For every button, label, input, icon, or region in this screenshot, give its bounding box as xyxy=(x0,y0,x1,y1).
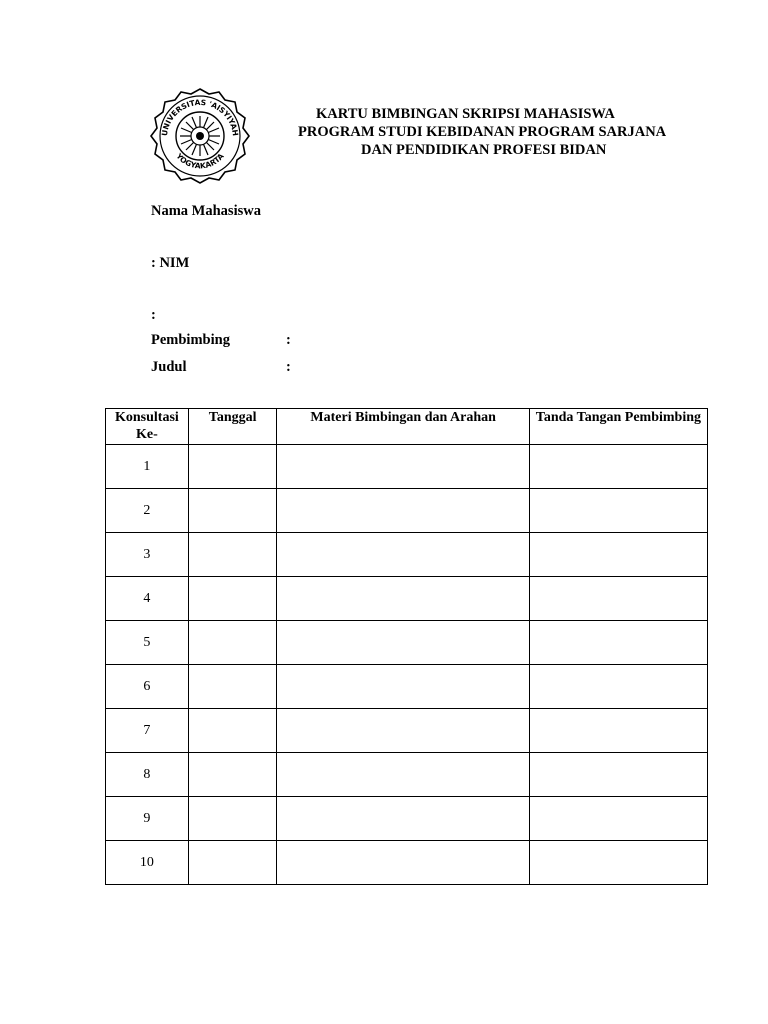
tanggal-cell[interactable] xyxy=(188,753,277,797)
header-tanggal: Tanggal xyxy=(188,409,277,445)
header-konsultasi: Konsultasi Ke- xyxy=(106,409,189,445)
row-number: 5 xyxy=(106,621,189,665)
table-header-row xyxy=(106,409,708,445)
row-number: 3 xyxy=(106,533,189,577)
tanggal-cell[interactable] xyxy=(188,445,277,489)
tanggal-cell[interactable] xyxy=(188,665,277,709)
materi-cell[interactable] xyxy=(277,621,529,665)
signature-cell[interactable] xyxy=(529,841,707,885)
nim-label: : NIM xyxy=(151,255,190,271)
nim-colon: : xyxy=(151,307,156,323)
pembimbing-colon: : xyxy=(286,332,291,348)
signature-cell[interactable] xyxy=(529,753,707,797)
signature-cell[interactable] xyxy=(529,665,707,709)
signature-cell[interactable] xyxy=(529,621,707,665)
judul-label: Judul xyxy=(151,359,187,375)
signature-cell[interactable] xyxy=(529,489,707,533)
materi-cell[interactable] xyxy=(277,489,529,533)
signature-cell[interactable] xyxy=(529,533,707,577)
row-number: 1 xyxy=(106,445,189,489)
logo-top-text: UNIVERSITAS 'AISYIYAH xyxy=(159,97,241,137)
logo-bottom-text: YOGYAKARTA xyxy=(174,151,226,171)
table-row xyxy=(106,577,708,621)
header-tanda-tangan: Tanda Tangan Pembimbing xyxy=(529,409,707,445)
consultation-table xyxy=(105,408,708,885)
signature-cell[interactable] xyxy=(529,797,707,841)
row-number: 8 xyxy=(106,753,189,797)
table-row xyxy=(106,665,708,709)
materi-cell[interactable] xyxy=(277,797,529,841)
table-row xyxy=(106,709,708,753)
table-row xyxy=(106,621,708,665)
document-title-line-2: PROGRAM STUDI KEBIDANAN PROGRAM SARJANA xyxy=(298,124,667,140)
tanggal-cell[interactable] xyxy=(188,489,277,533)
table-row xyxy=(106,753,708,797)
document-title-line-3: DAN PENDIDIKAN PROFESI BIDAN xyxy=(361,142,607,158)
materi-cell[interactable] xyxy=(277,577,529,621)
tanggal-cell[interactable] xyxy=(188,797,277,841)
university-seal-logo xyxy=(145,86,255,186)
materi-cell[interactable] xyxy=(277,445,529,489)
table-row xyxy=(106,841,708,885)
tanggal-cell[interactable] xyxy=(188,577,277,621)
materi-cell[interactable] xyxy=(277,753,529,797)
table-row xyxy=(106,489,708,533)
row-number: 10 xyxy=(106,841,189,885)
materi-cell[interactable] xyxy=(277,533,529,577)
table-row xyxy=(106,445,708,489)
judul-colon: : xyxy=(286,359,291,375)
row-number: 9 xyxy=(106,797,189,841)
materi-cell[interactable] xyxy=(277,841,529,885)
row-number: 2 xyxy=(106,489,189,533)
tanggal-cell[interactable] xyxy=(188,621,277,665)
row-number: 4 xyxy=(106,577,189,621)
table-row xyxy=(106,797,708,841)
nama-mahasiswa-label: Nama Mahasiswa xyxy=(151,203,261,219)
signature-cell[interactable] xyxy=(529,709,707,753)
tanggal-cell[interactable] xyxy=(188,709,277,753)
document-title-line-1: KARTU BIMBINGAN SKRIPSI MAHASISWA xyxy=(316,106,615,122)
pembimbing-label: Pembimbing xyxy=(151,332,230,348)
table-row xyxy=(106,533,708,577)
tanggal-cell[interactable] xyxy=(188,841,277,885)
row-number: 6 xyxy=(106,665,189,709)
tanggal-cell[interactable] xyxy=(188,533,277,577)
header-materi: Materi Bimbingan dan Arahan xyxy=(277,409,529,445)
row-number: 7 xyxy=(106,709,189,753)
materi-cell[interactable] xyxy=(277,665,529,709)
signature-cell[interactable] xyxy=(529,445,707,489)
signature-cell[interactable] xyxy=(529,577,707,621)
materi-cell[interactable] xyxy=(277,709,529,753)
